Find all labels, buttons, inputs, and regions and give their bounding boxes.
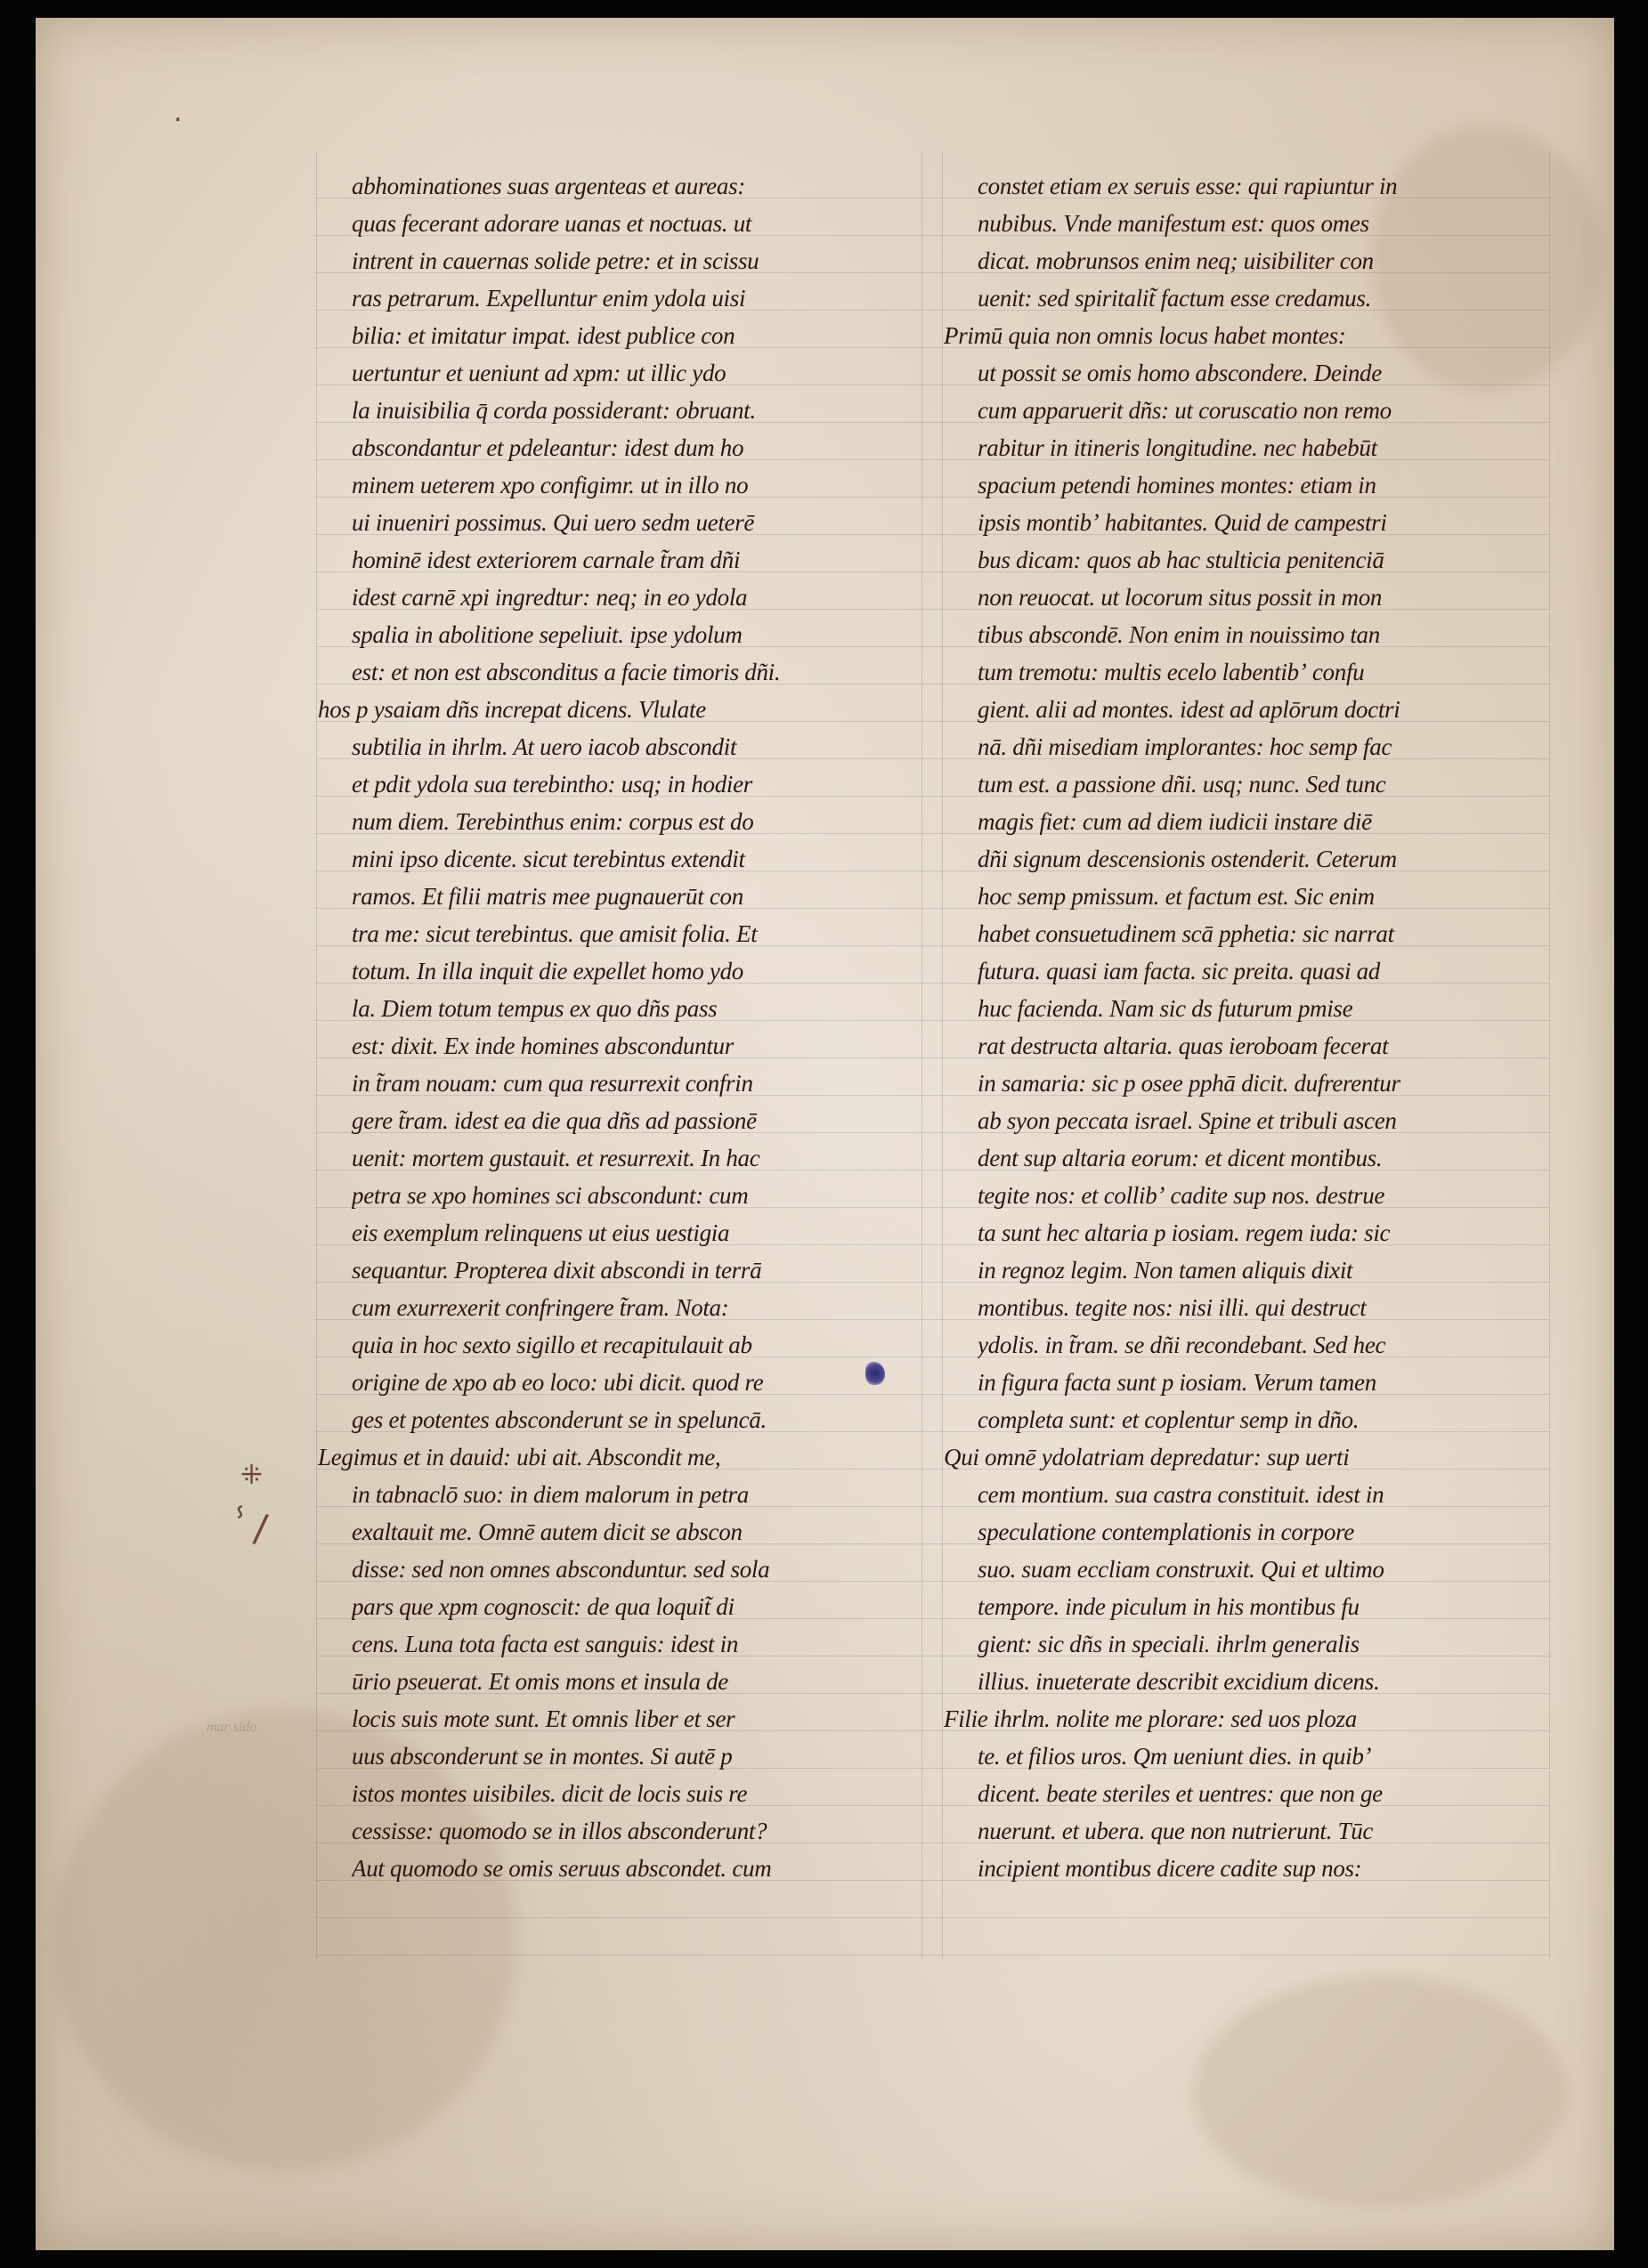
text-line: Qui omnē ydolatriam depredatur: sup uerti bbox=[944, 1444, 1350, 1470]
text-line: non reuocat. ut locorum situs possit in mon bbox=[978, 584, 1383, 611]
text-line: uenit: sed spiritalit̃ factum esse credamus. bbox=[978, 285, 1372, 312]
text-line: huc facienda. Nam sic ds futurum pmise bbox=[978, 995, 1353, 1022]
text-line: hos p ysaiam dñs increpat dicens. Vlulate bbox=[318, 696, 706, 723]
text-line: hoc semp pmissum. et factum est. Sic enim bbox=[978, 883, 1375, 910]
text-line: tibus abscondē. Non enim in nouissimo tan bbox=[978, 621, 1380, 648]
text-line: abhominationes suas argenteas et aureas: bbox=[352, 173, 745, 199]
manuscript-leaf bbox=[36, 18, 1614, 2250]
text-line: est: et non est absconditus a facie timoris dñi. bbox=[352, 659, 781, 685]
text-line: pars que xpm cognoscit: de qua loquit̃ di bbox=[352, 1593, 735, 1620]
text-line: bilia: et imitatur impat. idest publice con bbox=[352, 322, 735, 349]
text-line: gient. alii ad montes. idest ad aplōrum doctri bbox=[978, 696, 1400, 723]
text-line: Legimus et in dauid: ubi ait. Abscondit me, bbox=[318, 1444, 721, 1470]
text-line: sequantur. Propterea dixit abscondi in terrā bbox=[352, 1257, 762, 1284]
text-line: ramos. Et filii matris mee pugnauerūt con bbox=[352, 883, 743, 910]
text-line: in tabnaclō suo: in diem malorum in petra bbox=[352, 1481, 749, 1508]
text-line: exaltauit me. Omnē autem dicit se abscon bbox=[352, 1519, 743, 1545]
text-line: constet etiam ex seruis esse: qui rapiuntur in bbox=[978, 173, 1398, 199]
text-line: nā. dñi misediam implorantes: hoc semp fac bbox=[978, 733, 1392, 760]
text-line: quia in hoc sexto sigillo et recapitulauit ab bbox=[352, 1332, 752, 1358]
text-line: bus dicam: quos ab hac stulticia penitenciā bbox=[978, 547, 1384, 573]
text-line: subtilia in ihrlm. At uero iacob abscondit bbox=[352, 733, 737, 760]
text-line: uertuntur et ueniunt ad xpm: ut illic ydo bbox=[352, 360, 727, 386]
text-line: dñi signum descensionis ostenderit. Ceterum bbox=[978, 846, 1397, 872]
text-line: tra me: sicut terebintus. que amisit folia. Et bbox=[352, 920, 758, 947]
text-line: in t̃ram nouam: cum qua resurrexit confrin bbox=[352, 1070, 753, 1097]
text-line: ab syon peccata israel. Spine et tribuli ascen bbox=[978, 1107, 1397, 1134]
text-line: idest carnē xpi ingredtur: neq; in eo ydola bbox=[352, 584, 748, 611]
text-line: Filie ihrlm. nolite me plorare: sed uos ploza bbox=[944, 1705, 1357, 1732]
text-line: completa sunt: et coplentur semp in dño. bbox=[978, 1406, 1360, 1433]
text-line: cessisse: quomodo se in illos absconderunt? bbox=[352, 1818, 767, 1844]
text-line: disse: sed non omnes absconduntur. sed sola bbox=[352, 1556, 770, 1583]
text-line: la. Diem totum tempus ex quo dñs pass bbox=[352, 995, 718, 1022]
text-line: suo. suam eccliam construxit. Qui et ultimo bbox=[978, 1556, 1384, 1583]
text-line: mini ipso dicente. sicut terebintus extendit bbox=[352, 846, 745, 872]
text-line: uus absconderunt se in montes. Si autē p bbox=[352, 1743, 733, 1770]
ruling-line bbox=[316, 1955, 1549, 1956]
text-line: in samaria: sic p osee pphā dicit. dufrerentur bbox=[978, 1070, 1400, 1097]
text-line: illius. inueterate describit excidium dicens. bbox=[978, 1668, 1380, 1695]
text-line: gient: sic dñs in speciali. ihrlm generalis bbox=[978, 1631, 1360, 1657]
ruling-line bbox=[1549, 151, 1550, 1958]
text-line: spalia in abolitione sepeliuit. ipse ydolum bbox=[352, 621, 743, 648]
text-line: nubibus. Vnde manifestum est: quos omes bbox=[978, 210, 1369, 237]
text-line: dicent. beate steriles et uentres: que non ge bbox=[978, 1780, 1383, 1807]
text-line: ut possit se omis homo abscondere. Deinde bbox=[978, 360, 1382, 386]
margin-note: mar sido bbox=[207, 1720, 257, 1735]
text-line: magis fiet: cum ad diem iudicii instare diē bbox=[978, 808, 1372, 835]
text-line: in figura facta sunt p iosiam. Verum tamen bbox=[978, 1369, 1376, 1396]
text-line: gere t̃ram. idest ea die qua dñs ad passionē bbox=[352, 1107, 757, 1134]
text-line: quas fecerant adorare uanas et noctuas. ut bbox=[352, 210, 752, 237]
text-line: ydolis. in t̃ram. se dñi recondebant. Sed hec bbox=[978, 1332, 1386, 1358]
text-line: futura. quasi iam facta. sic preita. quasi ad bbox=[978, 958, 1381, 984]
text-line: tum est. a passione dñi. usq; nunc. Sed tunc bbox=[978, 771, 1386, 798]
text-line: num diem. Terebinthus enim: corpus est do bbox=[352, 808, 754, 835]
text-line: incipient montibus dicere cadite sup nos: bbox=[978, 1855, 1362, 1882]
text-line: cens. Luna tota facta est sanguis: idest in bbox=[352, 1631, 739, 1657]
text-line: Aut quomodo se omis seruus abscondet. cum bbox=[352, 1855, 772, 1882]
paragraph-mark: ⸯ/ bbox=[230, 1509, 272, 1550]
text-line: tegite nos: et collibʼ cadite sup nos. destrue bbox=[978, 1182, 1385, 1209]
text-line: istos montes uisibiles. dicit de locis suis re bbox=[352, 1780, 748, 1807]
text-line: spacium petendi homines montes: etiam in bbox=[978, 472, 1376, 498]
parchment-stain bbox=[1193, 1976, 1567, 2207]
text-line: ras petrarum. Expelluntur enim ydola uisi bbox=[352, 285, 746, 312]
dot-mark: · bbox=[171, 107, 185, 134]
text-line: tempore. inde piculum in his montibus fu bbox=[978, 1593, 1360, 1620]
text-line: ges et potentes absconderunt se in speluncā. bbox=[352, 1406, 767, 1433]
left-text-column bbox=[318, 167, 921, 1887]
text-line: montibus. tegite nos: nisi illi. qui destruct bbox=[978, 1294, 1367, 1321]
text-line: eis exemplum relinquens ut eius uestigia bbox=[352, 1219, 730, 1246]
text-line: minem ueterem xpo configimr. ut in illo no bbox=[352, 472, 749, 498]
text-line: cum exurrexerit confringere t̃ram. Nota: bbox=[352, 1294, 729, 1321]
right-text-column bbox=[944, 167, 1547, 1887]
text-line: ui inueniri possimus. Qui uero sedm ueterē bbox=[352, 509, 755, 536]
text-line: Primū quia non omnis locus habet montes: bbox=[944, 322, 1346, 349]
text-line: cum apparuerit dñs: ut coruscatio non remo bbox=[978, 397, 1392, 424]
text-line: habet consuetudinem scā pphetia: sic narrat bbox=[978, 920, 1394, 947]
text-line: origine de xpo ab eo loco: ubi dicit. quod re bbox=[352, 1369, 764, 1396]
text-line: tum tremotu: multis ecelo labentibʼ confu bbox=[978, 659, 1365, 685]
text-line: in regnoz legim. Non tamen aliquis dixit bbox=[978, 1257, 1353, 1284]
text-line: hominē idest exteriorem carnale t̃ram dñi bbox=[352, 547, 741, 573]
ruling-line bbox=[316, 1917, 1549, 1918]
text-line: abscondantur et pdeleantur: idest dum ho bbox=[352, 434, 744, 461]
text-line: speculatione contemplationis in corpore bbox=[978, 1519, 1354, 1545]
text-line: locis suis mote sunt. Et omnis liber et ser bbox=[352, 1705, 735, 1732]
text-line: rabitur in itineris longitudine. nec habebūt bbox=[978, 434, 1377, 461]
text-line: te. et filios uros. Qm ueniunt dies. in quibʼ bbox=[978, 1743, 1372, 1770]
text-line: dicat. mobrunsos enim neq; uisibiliter con bbox=[978, 247, 1374, 274]
text-line: uenit: mortem gustauit. et resurrexit. In hac bbox=[352, 1145, 760, 1171]
text-line: rat destructa altaria. quas ieroboam fecerat bbox=[978, 1033, 1389, 1059]
text-line: ūrio pseuerat. Et omis mons et insula de bbox=[352, 1668, 728, 1695]
text-line: totum. In illa inquit die expellet homo ydo bbox=[352, 958, 744, 984]
text-line: la inuisibilia q̄ corda possiderant: obruant. bbox=[352, 397, 756, 424]
text-line: nuerunt. et ubera. que non nutrierunt. Tūc bbox=[978, 1818, 1374, 1844]
text-line: et pdit ydola sua terebintho: usq; in hodier bbox=[352, 771, 752, 798]
text-line: cem montium. sua castra constituit. idest in bbox=[978, 1481, 1384, 1508]
text-line: dent sup altaria eorum: et dicent montibus. bbox=[978, 1145, 1383, 1171]
text-line: intrent in cauernas solide petre: et in scissu bbox=[352, 247, 759, 274]
text-line: ipsis montibʼ habitantes. Quid de campestri bbox=[978, 509, 1387, 536]
text-line: ta sunt hec altaria p iosiam. regem iuda: sic bbox=[978, 1219, 1391, 1246]
text-line: est: dixit. Ex inde homines absconduntur bbox=[352, 1033, 734, 1059]
cross-mark: ⁜ bbox=[240, 1460, 264, 1491]
text-line: petra se xpo homines sci abscondunt: cum bbox=[352, 1182, 749, 1209]
